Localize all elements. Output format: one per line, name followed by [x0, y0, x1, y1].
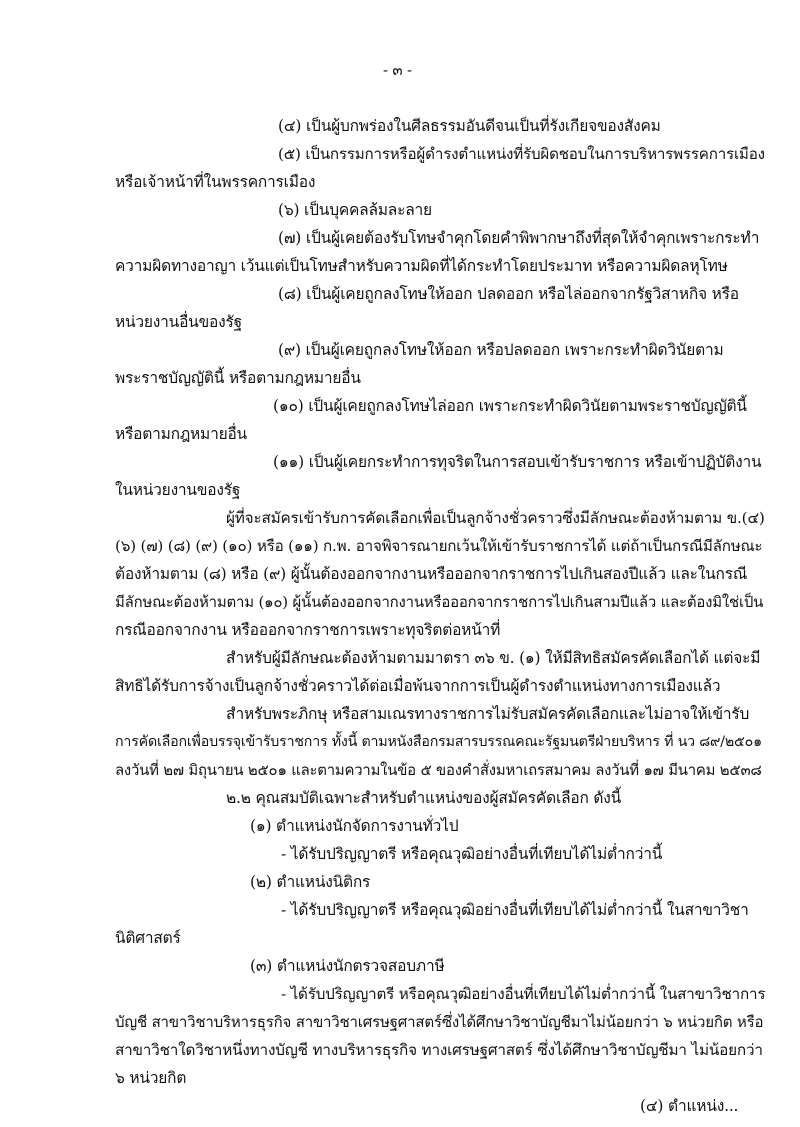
text-line: ๒.๒ คุณสมบัติเฉพาะสำหรับตำแหน่งของผู้สมัครคัดเลือก ดังนี้ [226, 789, 622, 807]
text-line: (๔) เป็นผู้บกพร่องในศีลธรรมอันดีจนเป็นที่รังเกียจของสังคม [278, 117, 661, 135]
continuation-note: (๔) ตำแหน่ง... [640, 1097, 739, 1115]
text-line: กรณีออกจากงาน หรือออกจากราชการเพราะทุจริตต่อหน้าที่ [115, 621, 501, 639]
text-line: (๗) เป็นผู้เคยต้องรับโทษจำคุกโดยคำพิพากษาถึงที่สุดให้จำคุกเพราะกระทำ [278, 229, 760, 247]
text-line: - ได้รับปริญญาตรี หรือคุณวุฒิอย่างอื่นที่เทียบได้ไม่ต่ำกว่านี้ ในสาขาวิชา [281, 901, 749, 919]
text-line: ผู้ที่จะสมัครเข้ารับการคัดเลือกเพื่อเป็นลูกจ้างชั่วคราวซึ่งมีลักษณะต้องห้ามตาม ข.(๔) [226, 509, 765, 527]
text-line: ลงวันที่ ๒๗ มิถุนายน ๒๕๐๑ และตามความในข้อ ๕ ของคำสั่งมหาเถรสมาคม ลงวันที่ ๑๗ มีนาคม ๒๕๓๘ [115, 761, 762, 779]
text-line: สาขาวิชาใดวิชาหนึ่งทางบัญชี ทางบริหารธุรกิจ ทางเศรษฐศาสตร์ ซึ่งได้ศึกษาวิชาบัญชีมา ไม่น้อยกว่า [115, 1041, 763, 1059]
text-line: (๑) ตำแหน่งนักจัดการงานทั่วไป [250, 817, 459, 835]
text-line: (๕) เป็นกรรมการหรือผู้ดำรงตำแหน่งที่รับผิดชอบในการบริหารพรรคการเมือง [278, 145, 765, 163]
text-line: (๖) (๗) (๘) (๙) (๑๐) หรือ (๑๑) ก.พ. อาจพิจารณายกเว้นให้เข้ารับราชการได้ แต่ถ้าเป็นกรณีมีลักษณะ [115, 537, 763, 555]
text-line: การคัดเลือกเพื่อบรรจุเข้ารับราชการ ทั้งนี้ ตามหนังสือกรมสารบรรณคณะรัฐมนตรีฝ่ายบริหาร ที่ นว ๘๙/๒๕๐๑ [115, 734, 762, 750]
text-line: (๙) เป็นผู้เคยถูกลงโทษให้ออก หรือปลดออก เพราะกระทำผิดวินัยตาม [278, 341, 724, 359]
text-line: (๑๑) เป็นผู้เคยกระทำการทุจริตในการสอบเข้ารับราชการ หรือเข้าปฏิบัติงาน [273, 453, 762, 471]
text-line: สำหรับพระภิกษุ หรือสามเณรทางราชการไม่รับสมัครคัดเลือกและไม่อาจให้เข้ารับ [226, 705, 750, 723]
text-line: (๓) ตำแหน่งนักตรวจสอบภาษี [250, 957, 445, 975]
text-line: นิติศาสตร์ [115, 929, 181, 947]
text-line: ในหน่วยงานของรัฐ [115, 481, 241, 499]
text-line: ๖ หน่วยกิต [115, 1069, 187, 1087]
text-line: ต้องห้ามตาม (๘) หรือ (๙) ผู้นั้นต้องออกจากงานหรือออกจากราชการไปเกินสองปีแล้ว และในกรณี [115, 565, 748, 583]
text-line: ความผิดทางอาญา เว้นแต่เป็นโทษสำหรับความผิดที่ได้กระทำโดยประมาท หรือความผิดลหุโทษ [115, 257, 728, 275]
text-line: มีลักษณะต้องห้ามตาม (๑๐) ผู้นั้นต้องออกจากงานหรือออกจากราชการไปเกินสามปีแล้ว และต้องมิใช่เป็น [115, 593, 764, 611]
text-line: หน่วยงานอื่นของรัฐ [115, 313, 242, 331]
text-line: (๘) เป็นผู้เคยถูกลงโทษให้ออก ปลดออก หรือไล่ออกจากรัฐวิสาหกิจ หรือ [278, 285, 739, 303]
text-line: - ได้รับปริญญาตรี หรือคุณวุฒิอย่างอื่นที่เทียบได้ไม่ต่ำกว่านี้ [281, 845, 663, 863]
text-line: สิทธิได้รับการจ้างเป็นลูกจ้างชั่วคราวได้ต่อเมื่อพ้นจากการเป็นผู้ดำรงตำแหน่งทางการเมืองแล้ว [115, 677, 721, 695]
text-line: - ได้รับปริญญาตรี หรือคุณวุฒิอย่างอื่นที่เทียบได้ไม่ต่ำกว่านี้ ในสาขาวิชาการ [281, 985, 766, 1003]
text-line: บัญชี สาขาวิชาบริหารธุรกิจ สาขาวิชาเศรษฐศาสตร์ซึ่งได้ศึกษาวิชาบัญชีมาไม่น้อยกว่า ๖ หน่วยกิต หรือ [115, 1013, 764, 1031]
text-line: หรือตามกฎหมายอื่น [115, 425, 247, 443]
text-line: (๑๐) เป็นผู้เคยถูกลงโทษไล่ออก เพราะกระทำผิดวินัยตามพระราชบัญญัตินี้ [273, 397, 747, 415]
page-number: - ๓ - [383, 61, 412, 79]
text-line: หรือเจ้าหน้าที่ในพรรคการเมือง [115, 173, 316, 191]
text-line: (๖) เป็นบุคคลล้มละลาย [278, 201, 432, 219]
text-line: สำหรับผู้มีลักษณะต้องห้ามตามมาตรา ๓๖ ข. (๑) ให้มีสิทธิสมัครคัดเลือกได้ แต่จะมี [226, 649, 761, 667]
text-line: พระราชบัญญัตินี้ หรือตามกฎหมายอื่น [115, 369, 361, 387]
text-line: (๒) ตำแหน่งนิติกร [250, 873, 371, 891]
